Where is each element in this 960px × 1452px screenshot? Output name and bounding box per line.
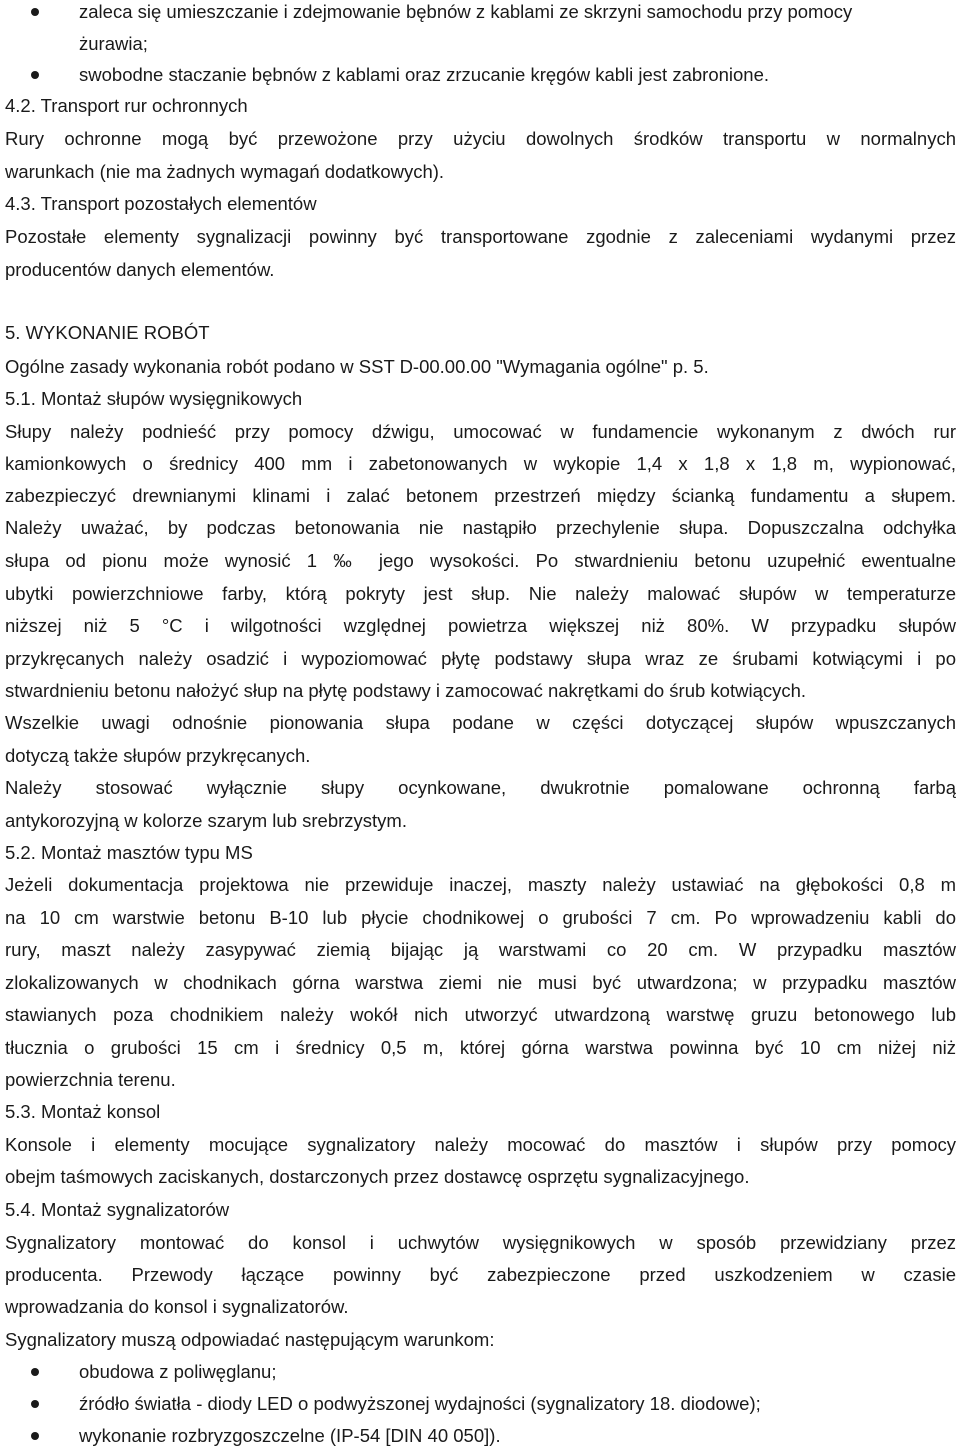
paragraph-line: Ogólne zasady wykonania robót podano w SST D-00.00.00 "Wymagania ogólne" p. 5. (5, 356, 709, 377)
paragraph-line: wprowadzania do konsol i sygnalizatorów. (5, 1296, 349, 1317)
paragraph-line: dotyczą także słupów przykręcanych. (5, 745, 311, 766)
bullet-icon (31, 71, 39, 79)
section-heading-5-3: 5.3. Montaż konsol (5, 1101, 161, 1122)
paragraph-line: Konsole i elementy mocujące sygnalizatory należy mocować do masztów i słupów przy pomocy (5, 1134, 956, 1155)
bullet-icon (31, 1432, 39, 1440)
paragraph-line: Rury ochronne mogą być przewożone przy użyciu dowolnych środków transportu w normalnych (5, 128, 956, 149)
paragraph-line: ubytki powierzchniowe farby, którą pokryty jest słup. Nie należy malować słupów w temperaturze (5, 583, 956, 604)
section-heading-5: 5. WYKONANIE ROBÓT (5, 322, 210, 343)
bullet-item-text: źródło światła - diody LED o podwyższonej wydajności (sygnalizatory 18. diodowe); (79, 1393, 761, 1414)
paragraph-line: Pozostałe elementy sygnalizacji powinny być transportowane zgodnie z zaleceniami wydanymi przez (5, 226, 956, 247)
paragraph-line: Sygnalizatory muszą odpowiadać następującym warunkom: (5, 1329, 495, 1350)
paragraph-line: niższej niż 5 °C i wilgotności względnej powietrza większej niż 80%. W przypadku słupów (5, 615, 956, 636)
paragraph-line: rury, maszt należy zasypywać ziemią bijając ją warstwami co 20 cm. W przypadku masztów (5, 939, 956, 960)
paragraph-line: Sygnalizatory montować do konsol i uchwytów wysięgnikowych w sposób przewidziany przez (5, 1232, 956, 1253)
paragraph-line: kamionkowych o średnicy 400 mm i zabetonowanych w wykopie 1,4 x 1,8 x 1,8 m, wypionować, (5, 453, 956, 474)
section-heading-5-2: 5.2. Montaż masztów typu MS (5, 842, 253, 863)
bullet-icon (31, 1400, 39, 1408)
paragraph-line: Słupy należy podnieść przy pomocy dźwigu, umocować w fundamencie wykonanym z dwóch rur (5, 421, 956, 442)
paragraph-line: powierzchnia terenu. (5, 1069, 176, 1090)
paragraph-line: Jeżeli dokumentacja projektowa nie przewiduje inaczej, maszty należy ustawiać na głębokości 0,8 m (5, 874, 956, 895)
paragraph-line: przykręcanych należy osadzić i wypoziomować płytę podstawy słupa wraz ze śrubami kotwiącymi i po (5, 648, 956, 669)
section-heading-5-4: 5.4. Montaż sygnalizatorów (5, 1199, 230, 1220)
bullet-item-text: wykonanie rozbryzgoszczelne (IP-54 [DIN 40 050]). (79, 1425, 501, 1446)
paragraph-line: słupa od pionu może wynosić 1 ‰ jego wysokości. Po stwardnieniu betonu uzupełnić ewentualne (5, 550, 956, 571)
paragraph-line: na 10 cm warstwie betonu B-10 lub płycie chodnikowej o grubości 7 cm. Po wprowadzeniu kabli do (5, 907, 956, 928)
paragraph-line: zabezpieczyć drewnianymi klinami i zalać betonem przestrzeń między ścianką fundamentu a słupem. (5, 485, 956, 506)
bullet-icon (31, 1368, 39, 1376)
paragraph-line: stwardnieniu betonu nałożyć słup na płytę podstawy i zamocować nakrętkami do śrub kotwiących. (5, 680, 807, 701)
paragraph-line: tłucznia o grubości 15 cm i średnicy 0,5 m, której górna warstwa powinna być 10 cm niżej niż (5, 1037, 956, 1058)
paragraph-line: zlokalizowanych w chodnikach górna warstwa ziemi nie musi być utwardzona; w przypadku masztów (5, 972, 956, 993)
paragraph-line: obejm taśmowych zaciskanych, dostarczonych przez dostawcę osprzętu sygnalizacyjnego. (5, 1166, 750, 1187)
paragraph-line: Należy stosować wyłącznie słupy ocynkowane, dwukrotnie pomalowane ochronną farbą (5, 777, 956, 798)
paragraph-line: producentów danych elementów. (5, 259, 275, 280)
bullet-item-text: zaleca się umieszczanie i zdejmowanie bębnów z kablami ze skrzyni samochodu przy pomocy (79, 1, 853, 22)
paragraph-line: stawianych poza chodnikiem należy wokół nich utworzyć utwardzoną warstwę gruzu betonowego lub (5, 1004, 956, 1025)
paragraph-line: producenta. Przewody łączące powinny być zabezpieczone przed uszkodzeniem w czasie (5, 1264, 956, 1285)
paragraph-line: warunkach (nie ma żadnych wymagań dodatkowych). (5, 161, 445, 182)
paragraph-line: Należy uważać, by podczas betonowania nie nastąpiło przechylenie słupa. Dopuszczalna odchyłka (5, 517, 956, 538)
section-heading-5-1: 5.1. Montaż słupów wysięgnikowych (5, 388, 303, 409)
paragraph-line: antykorozyjną w kolorze szarym lub srebrzystym. (5, 810, 407, 831)
bullet-item-text: swobodne staczanie bębnów z kablami oraz zrzucanie kręgów kabli jest zabronione. (79, 64, 770, 85)
bullet-item-text: żurawia; (79, 33, 148, 54)
bullet-icon (31, 8, 39, 16)
section-heading-4-2: 4.2. Transport rur ochronnych (5, 95, 248, 116)
paragraph-line: Wszelkie uwagi odnośnie pionowania słupa podane w części dotyczącej słupów wpuszczanych (5, 712, 956, 733)
section-heading-4-3: 4.3. Transport pozostałych elementów (5, 193, 317, 214)
bullet-item-text: obudowa z poliwęglanu; (79, 1361, 277, 1382)
